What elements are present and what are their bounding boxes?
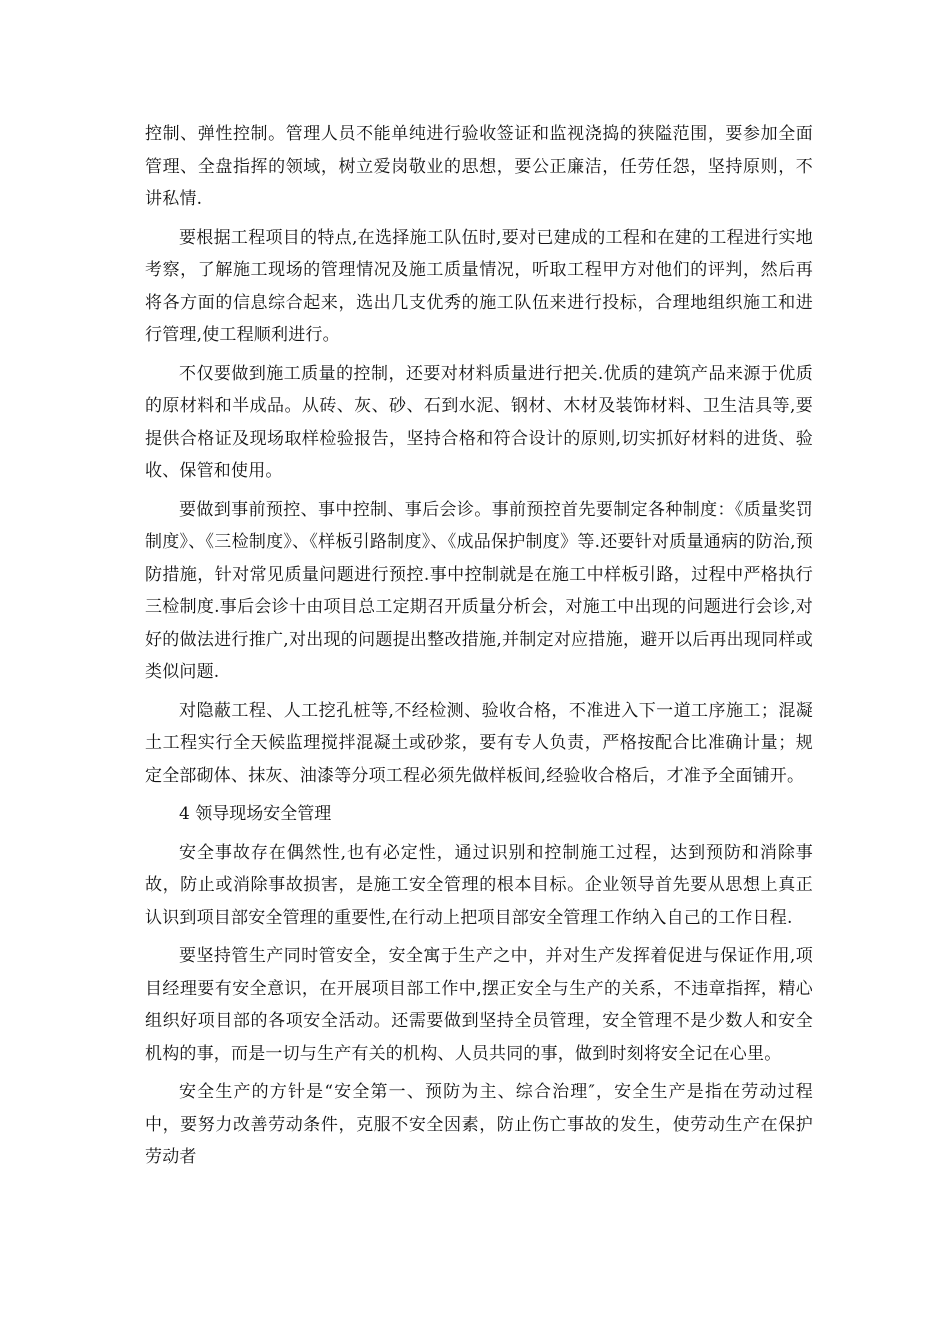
paragraph-4: 要做到事前预控、事中控制、事后会诊。事前预控首先要制定各种制度：《质量奖罚制度》、《三检制度》、《样板引路制度》、《成品保护制度》等.还要针对质量通病的防治,预防措施，针对常见质量问题进行预控.事中控制就是在施工中样板引路，过程中严格执行三检制度.事后会诊十由项目总工定期召开质量分析会，对施工中出现的问题进行会诊,对好的做法进行推广,对出现的问题提出整改措施,并制定对应措施，避开以后再出现同样或类似问题.	[145, 499, 813, 682]
section-heading: 4 领导现场安全管理	[179, 804, 332, 824]
paragraph-5: 对隐蔽工程、人工挖孔桩等,不经检测、验收合格，不准进入下一道工序施工；混凝土工程实行全天候监理搅拌混凝土或砂浆，要有专人负责，严格按配合比准确计量；规定全部砌体、抹灰、油漆等分项工程必须先做样板间,经验收合格后，才准予全面铺开。	[145, 700, 813, 786]
paragraph-8: 安全生产的方针是“安全第一、预防为主、综合治理″，安全生产是指在劳动过程中，要努力改善劳动条件，克服不安全因素，防止伤亡事故的发生，使劳动生产在保护劳动者	[145, 1082, 813, 1167]
paragraph-7: 要坚持管生产同时管安全，安全寓于生产之中，并对生产发挥着促进与保证作用,项目经理要有安全意识，在开展项目部工作中,摆正安全与生产的关系，不违章指挥，精心组织好项目部的各项安全活动。还需要做到坚持全员管理，安全管理不是少数人和安全机构的事，而是一切与生产有关的机构、人员共同的事，做到时刻将安全记在心里。	[145, 946, 813, 1064]
paragraph-2: 要根据工程项目的特点,在选择施工队伍时,要对已建成的工程和在建的工程进行实地考察，了解施工现场的管理情况及施工质量情况，听取工程甲方对他们的评判，然后再将各方面的信息综合起来，选出几支优秀的施工队伍来进行投标，合理地组织施工和进行管理,使工程顺利进行。	[145, 227, 813, 345]
paragraph-6: 安全事故存在偶然性,也有必定性，通过识别和控制施工过程，达到预防和消除事故，防止或消除事故损害，是施工安全管理的根本目标。企业领导首先要从思想上真正认识到项目部安全管理的重要性,在行动上把项目部安全管理工作纳入自己的工作日程.	[145, 842, 813, 928]
paragraph-3: 不仅要做到施工质量的控制，还要对材料质量进行把关.优质的建筑产品来源于优质的原材料和半成品。从砖、灰、砂、石到水泥、钢材、木材及装饰材料、卫生洁具等,要提供合格证及现场取样检验报告，坚持合格和符合设计的原则,切实抓好材料的进货、验收、保管和使用。	[145, 363, 813, 481]
document-page	[145, 118, 813, 1180]
paragraph-1: 控制、弹性控制。管理人员不能单纯进行验收签证和监视浇捣的狭隘范围，要参加全面管理、全盘指挥的领域，树立爱岗敬业的思想，要公正廉洁，任劳任怨，坚持原则，不讲私情.	[145, 124, 813, 209]
